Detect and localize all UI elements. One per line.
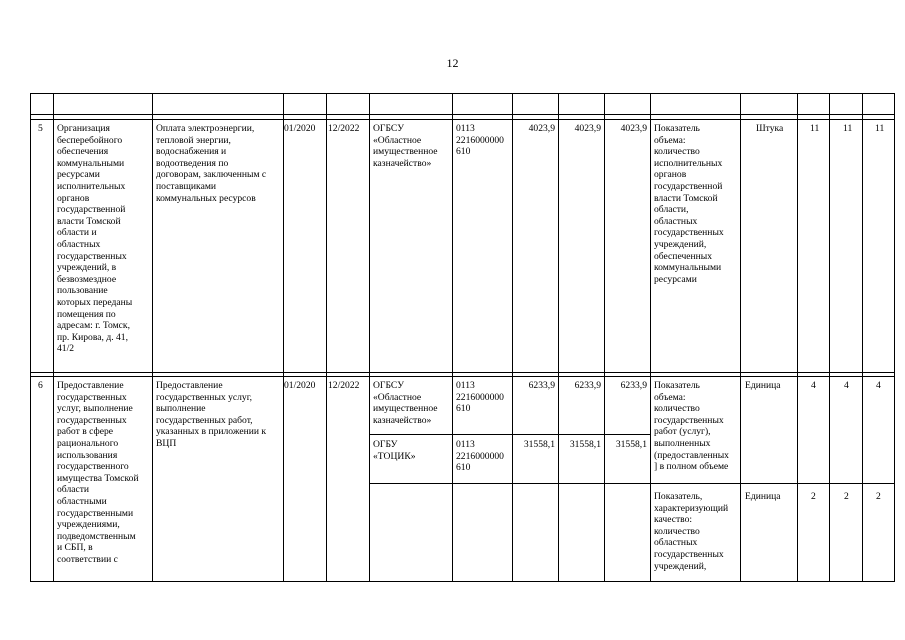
grid-line — [829, 93, 830, 582]
grid-line — [512, 93, 513, 582]
indicator-line: областных — [654, 215, 698, 227]
grid-line — [740, 93, 741, 582]
start-date: 01/2020 — [284, 123, 316, 134]
activity-line: государственных услуг, — [156, 391, 252, 403]
indicator-line: государственной — [654, 180, 723, 192]
activity-line: договорам, заключенным с — [156, 169, 267, 181]
unit: Единица — [745, 380, 781, 391]
indicator-line: учреждений, — [654, 560, 707, 572]
indicator-line: характеризующий — [654, 502, 729, 514]
goal-line: областных — [57, 238, 101, 250]
budget-code-line: 610 — [456, 462, 471, 474]
goal-line: государственных — [57, 250, 127, 262]
executor — [373, 380, 438, 426]
executor-line: имущественное — [373, 146, 438, 158]
amount-year-1: 4023,9 — [528, 123, 555, 134]
executor-line: «ТОЦИК» — [373, 450, 416, 462]
goal-line: 41/2 — [57, 343, 75, 355]
end-date: 12/2022 — [328, 380, 360, 391]
indicator-line: области, — [654, 204, 689, 216]
indicator-line: количество — [654, 403, 700, 415]
goal-line: коммунальными — [57, 157, 125, 169]
grid-line — [326, 93, 327, 582]
budget-code — [456, 380, 504, 415]
budget-code — [456, 123, 504, 158]
row-number: 5 — [38, 123, 43, 134]
indicator-line: учреждений, — [654, 238, 707, 250]
indicator-line: исполнительных — [654, 157, 723, 169]
goal-line: подведомственным — [57, 530, 136, 542]
grid-line — [558, 93, 559, 582]
executor-line: ОГБСУ — [373, 380, 404, 391]
goal-line: соответствии с — [57, 553, 118, 565]
grid-line — [152, 93, 153, 582]
amount-year-1: 31558,1 — [523, 439, 555, 450]
amount-year-2: 31558,1 — [569, 439, 601, 450]
budget-code — [456, 439, 504, 474]
amount-year-3: 6233,9 — [620, 380, 647, 391]
budget-code-line: 0113 — [456, 123, 475, 134]
indicator-line: качество: — [654, 514, 693, 526]
indicator-line: выполненных — [654, 437, 711, 449]
executor-line: казначейство» — [373, 157, 432, 169]
indicator-line: ] в полном объеме — [654, 461, 729, 473]
grid-line — [369, 93, 370, 582]
grid-line — [797, 93, 798, 582]
amount-year-3: 31558,1 — [615, 439, 647, 450]
row-number: 6 — [38, 380, 43, 391]
target-year-1: 11 — [810, 123, 820, 134]
activity-line: поставщиками — [156, 180, 217, 192]
target-year-3: 2 — [876, 491, 881, 502]
goal-line: адресам: г. Томск, — [57, 320, 130, 332]
goal-line: бесперебойного — [57, 134, 123, 146]
target-year-3: 4 — [876, 380, 881, 391]
executor-line: казначейство» — [373, 414, 432, 426]
goal-line: власти Томской — [57, 215, 121, 227]
goal-line: государственных — [57, 414, 127, 426]
budget-code-line: 2216000000 — [456, 391, 504, 403]
indicator-line: государственных — [654, 227, 724, 239]
indicator-line: коммунальными — [654, 262, 722, 274]
goal-line: услуг, выполнение — [57, 403, 133, 415]
executor-line: имущественное — [373, 403, 438, 415]
grid-line — [452, 93, 453, 582]
indicator-line: Показатель — [654, 380, 700, 391]
activity-line: водоснабжения и — [156, 146, 227, 158]
grid-line — [604, 93, 605, 582]
goal-line: органов — [57, 192, 90, 204]
activity-line: государственных работ, — [156, 414, 253, 426]
indicator-text — [654, 491, 728, 572]
activity-text — [156, 380, 281, 450]
unit: Штука — [756, 123, 784, 134]
grid-line — [53, 93, 54, 582]
grid-line — [862, 93, 863, 582]
indicator-line: власти Томской — [654, 192, 718, 204]
target-year-3: 11 — [875, 123, 885, 134]
grid-line — [30, 93, 895, 94]
indicator-line: работ (услуг), — [654, 426, 711, 438]
activity-line: указанных в приложении к — [156, 426, 267, 438]
goal-line: исполнительных — [57, 180, 126, 192]
indicator-line: (предоставленных — [654, 449, 729, 461]
indicator-text — [654, 380, 729, 473]
executor-line: ОГБСУ — [373, 123, 404, 134]
activity-line: тепловой энергии, — [156, 134, 231, 146]
budget-code-line: 2216000000 — [456, 450, 504, 462]
grid-line — [369, 434, 650, 435]
goal-text — [57, 380, 150, 566]
executor-line: «Областное — [373, 391, 422, 403]
goal-line: обеспечения — [57, 146, 109, 158]
budget-code-line: 610 — [456, 403, 471, 415]
activity-line: ВЦП — [156, 437, 177, 449]
goal-line: рационального — [57, 437, 119, 449]
grid-line — [30, 376, 895, 377]
activity-line: Предоставление — [156, 380, 223, 391]
page-number: 12 — [446, 56, 459, 70]
indicator-line: областных — [654, 537, 698, 549]
goal-line: безвозмездное — [57, 273, 117, 285]
budget-code-line: 0113 — [456, 380, 475, 391]
indicator-line: государственных — [654, 548, 724, 560]
goal-line: имущества Томской — [57, 472, 139, 484]
indicator-line: количество — [654, 525, 700, 537]
indicator-line: объема: — [654, 134, 686, 146]
executor-line: «Областное — [373, 134, 422, 146]
goal-line: областными — [57, 495, 107, 507]
goal-line: государственных — [57, 391, 127, 403]
grid-line — [30, 119, 895, 120]
goal-line: учреждений, в — [57, 262, 117, 274]
executor — [373, 123, 438, 169]
goal-line: и СБП, в — [57, 542, 93, 554]
goal-line: пользование — [57, 285, 108, 297]
indicator-line: Показатель — [654, 123, 700, 134]
target-year-2: 2 — [844, 491, 849, 502]
start-date: 01/2020 — [284, 380, 316, 391]
goal-line: которых переданы — [57, 296, 133, 308]
amount-year-2: 4023,9 — [574, 123, 601, 134]
indicator-line: количество — [654, 146, 700, 158]
unit: Единица — [745, 491, 781, 502]
activity-line: Оплата электроэнергии, — [156, 123, 255, 134]
target-year-2: 11 — [843, 123, 853, 134]
goal-line: работ в сфере — [57, 426, 114, 438]
grid-line — [369, 483, 895, 484]
grid-line — [30, 581, 895, 582]
activity-line: коммунальных ресурсов — [156, 192, 256, 204]
activity-line: выполнение — [156, 403, 206, 415]
grid-line — [283, 93, 284, 582]
end-date: 12/2022 — [328, 123, 360, 134]
goal-line: области — [57, 484, 90, 496]
grid-line — [30, 372, 895, 373]
goal-text — [57, 123, 150, 355]
goal-line: Организация — [57, 123, 110, 134]
budget-code-line: 0113 — [456, 439, 475, 450]
budget-code-line: 610 — [456, 146, 471, 158]
goal-line: помещения по — [57, 308, 116, 320]
indicator-line: органов — [654, 169, 687, 181]
budget-code-line: 2216000000 — [456, 134, 504, 146]
amount-year-1: 6233,9 — [528, 380, 555, 391]
grid-line — [650, 93, 651, 582]
indicator-line: ресурсами — [654, 273, 697, 285]
goal-line: учреждениями, — [57, 519, 120, 531]
grid-line — [30, 114, 895, 115]
target-year-1: 2 — [811, 491, 816, 502]
indicator-text — [654, 123, 724, 285]
amount-year-3: 4023,9 — [620, 123, 647, 134]
goal-line: области и — [57, 227, 97, 239]
goal-line: государственными — [57, 507, 134, 519]
goal-line: Предоставление — [57, 380, 124, 391]
target-year-1: 4 — [811, 380, 816, 391]
grid-line — [30, 93, 31, 582]
goal-line: использования — [57, 449, 118, 461]
grid-line — [894, 93, 895, 582]
indicator-line: Показатель, — [654, 491, 703, 502]
goal-line: ресурсами — [57, 169, 100, 181]
goal-line: государственного — [57, 461, 129, 473]
activity-text — [156, 123, 281, 204]
activity-line: водоотведения по — [156, 157, 229, 169]
executor-line: ОГБУ — [373, 439, 398, 450]
goal-line: государственной — [57, 204, 126, 216]
amount-year-2: 6233,9 — [574, 380, 601, 391]
target-year-2: 4 — [844, 380, 849, 391]
goal-line: пр. Кирова, д. 41, — [57, 331, 128, 343]
indicator-line: обеспеченных — [654, 250, 713, 262]
indicator-line: государственных — [654, 414, 724, 426]
executor — [373, 439, 416, 462]
indicator-line: объема: — [654, 391, 686, 403]
